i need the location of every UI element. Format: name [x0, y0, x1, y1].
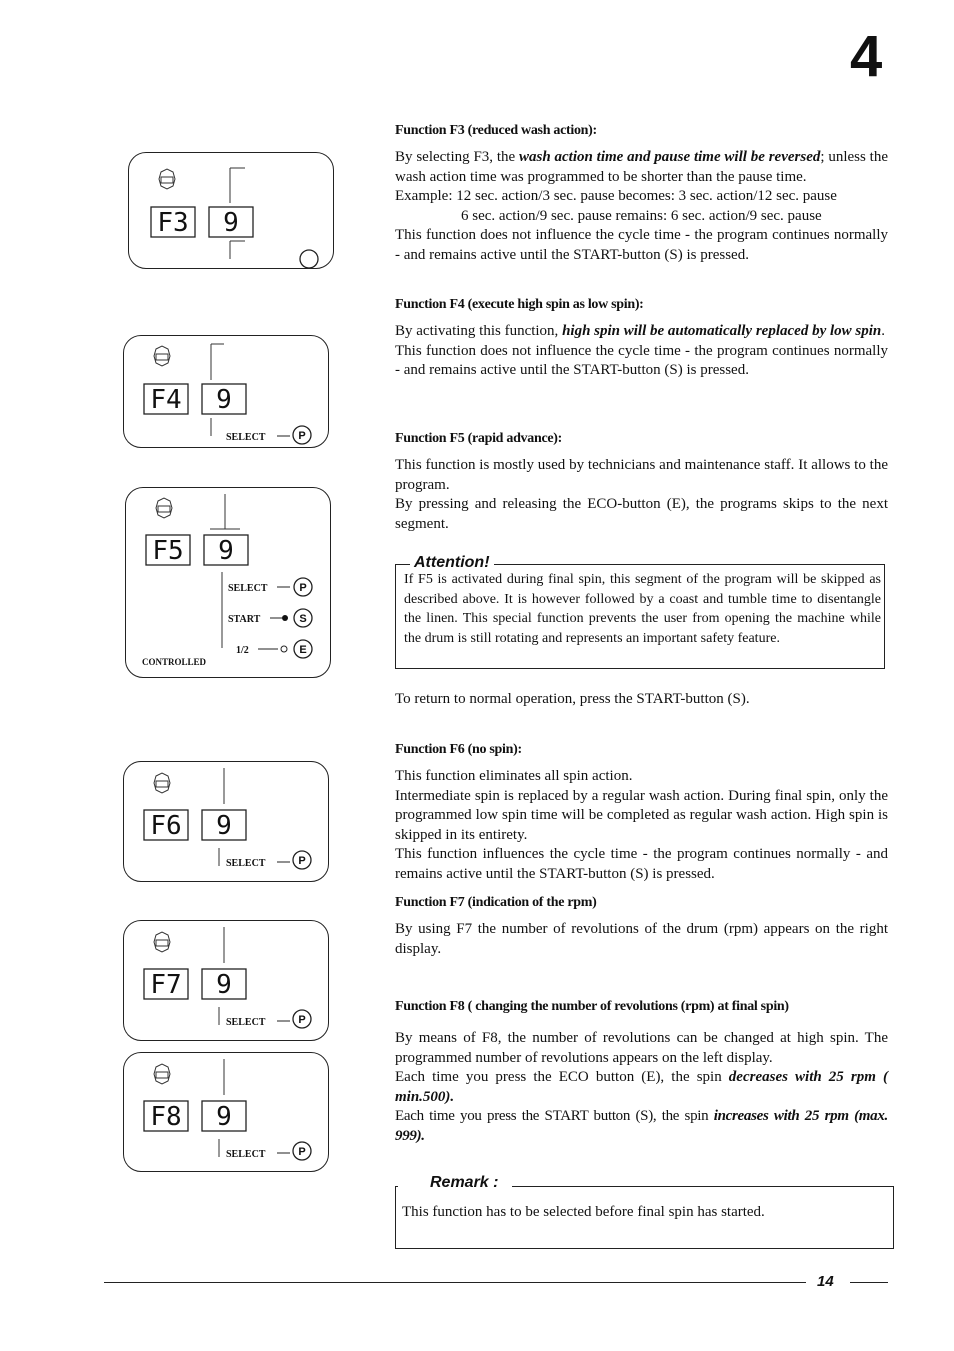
- f6-paragraph-3: This function influences the cycle time - the program continues normally - and remains active until the START-button (S) is pressed.: [395, 846, 888, 882]
- display-panel-f5: [125, 487, 331, 678]
- f8-body: [395, 1029, 888, 1146]
- select-button-label: P: [298, 1014, 306, 1026]
- left-display-value: F4: [150, 385, 182, 415]
- right-display-value: 9: [216, 385, 232, 415]
- f7-heading: Function F7 (indication of the rpm): [395, 895, 597, 910]
- half-label: 1/2: [236, 645, 249, 656]
- f8-paragraph-3: Each time you press the START button (S), the spin increases with 25 rpm (max. 999).: [395, 1108, 888, 1144]
- start-button-label: S: [299, 613, 307, 625]
- right-display-value: 9: [223, 208, 239, 238]
- page-number: 14: [817, 1273, 834, 1290]
- f4-paragraph-1: By activating this function, high spin will be automatically replaced by low spin.: [395, 323, 885, 339]
- attention-text: If F5 is activated during final spin, this segment of the program will be skipped as described above. It is however followed by a coast and tumble time to disentangle the linen. This special function prevents the user from opening the machine while the drum is still rotating and represents an important safety feature.: [404, 572, 881, 646]
- select-button-label: P: [298, 430, 306, 442]
- f8-paragraph-2: Each time you press the ECO button (E), the spin decreases with 25 rpm ( min.500).: [395, 1069, 888, 1105]
- chapter-number: 4: [850, 24, 883, 89]
- f3-heading: Function F3 (reduced wash action):: [395, 123, 597, 138]
- display-panel-f3: [128, 152, 334, 269]
- f5-body: [395, 456, 888, 534]
- f8-paragraph-1: By means of F8, the number of revolutions can be changed at high spin. The programmed number of revolutions appears on the left display.: [395, 1030, 888, 1066]
- f6-paragraph-1: This function eliminates all spin action.: [395, 768, 633, 784]
- select-label: SELECT: [226, 1017, 266, 1028]
- select-label: SELECT: [228, 583, 268, 594]
- display-panel-f8: [123, 1052, 329, 1172]
- f6-heading: Function F6 (no spin):: [395, 742, 522, 757]
- left-display-value: F3: [157, 208, 189, 238]
- start-label: START: [228, 614, 261, 625]
- eco-button-label: E: [299, 644, 307, 656]
- program-icon: [154, 1064, 170, 1084]
- right-display-value: 9: [216, 1102, 232, 1132]
- f3-body: [395, 148, 888, 265]
- footer-rule-left: [104, 1282, 806, 1283]
- f5-return: To return to normal operation, press the START-button (S).: [395, 691, 750, 707]
- right-display-value: 9: [216, 811, 232, 841]
- footer-rule-right: [850, 1282, 888, 1283]
- display-panel-f4: [123, 335, 329, 448]
- program-icon: [156, 498, 172, 518]
- f5-paragraph-2: By pressing and releasing the ECO-button (E), the programs skips to the next segment.: [395, 496, 888, 532]
- select-button-label: P: [298, 1146, 306, 1158]
- f3-paragraph-1: By selecting F3, the wash action time and pause time will be reversed; unless the wash action time was programmed to be shorter than the pause time.: [395, 149, 888, 185]
- right-display-value: 9: [216, 970, 232, 1000]
- left-display-value: F7: [150, 970, 182, 1000]
- f6-body: [395, 767, 888, 884]
- select-label: SELECT: [226, 858, 266, 869]
- f7-body: [395, 920, 888, 959]
- display-panel-f7: [123, 920, 329, 1041]
- f3-paragraph-2: This function does not influence the cycle time - the program continues normally - and remains active until the START-button (S) is pressed.: [395, 227, 888, 263]
- f7-paragraph-1: By using F7 the number of revolutions of the drum (rpm) appears on the right display.: [395, 921, 888, 957]
- attention-label: Attention!: [410, 554, 494, 572]
- f4-body: [395, 322, 888, 381]
- select-button-label: P: [299, 582, 307, 594]
- select-button: [300, 250, 318, 268]
- remark-label: Remark :: [398, 1174, 512, 1192]
- program-icon: [159, 169, 175, 189]
- program-icon: [154, 346, 170, 366]
- f3-example-2: 6 sec. action/9 sec. pause remains: 6 sec. action/9 sec. pause: [461, 207, 822, 224]
- f4-heading: Function F4 (execute high spin as low spin):: [395, 297, 644, 312]
- f3-example-1: Example: 12 sec. action/3 sec. pause becomes: 3 sec. action/12 sec. pause: [395, 188, 837, 204]
- right-display-value: 9: [218, 536, 234, 566]
- select-label: SELECT: [226, 432, 266, 443]
- remark-text: This function has to be selected before final spin has started.: [402, 1204, 765, 1220]
- f5-heading: Function F5 (rapid advance):: [395, 431, 562, 446]
- program-icon: [154, 773, 170, 793]
- select-button-label: P: [298, 855, 306, 867]
- display-panel-f6: [123, 761, 329, 882]
- left-display-value: F8: [150, 1102, 182, 1132]
- left-display-value: F6: [150, 811, 182, 841]
- f6-paragraph-2: Intermediate spin is replaced by a regular wash action. During final spin, only the programmed low spin time will be completed as regular wash action. High spin is skipped in its entirety.: [395, 787, 888, 843]
- program-icon: [154, 932, 170, 952]
- select-label: SELECT: [226, 1149, 266, 1160]
- left-display-value: F5: [152, 536, 184, 566]
- f4-paragraph-2: This function does not influence the cycle time - the program continues normally - and remains active until the START-button (S) is pressed.: [395, 342, 888, 378]
- f8-heading: Function F8 ( changing the number of revolutions (rpm) at final spin): [395, 999, 789, 1014]
- f5-paragraph-1: This function is mostly used by technicians and maintenance staff. It allows to the program.: [395, 457, 888, 493]
- controlled-label: CONTROLLED: [142, 657, 207, 667]
